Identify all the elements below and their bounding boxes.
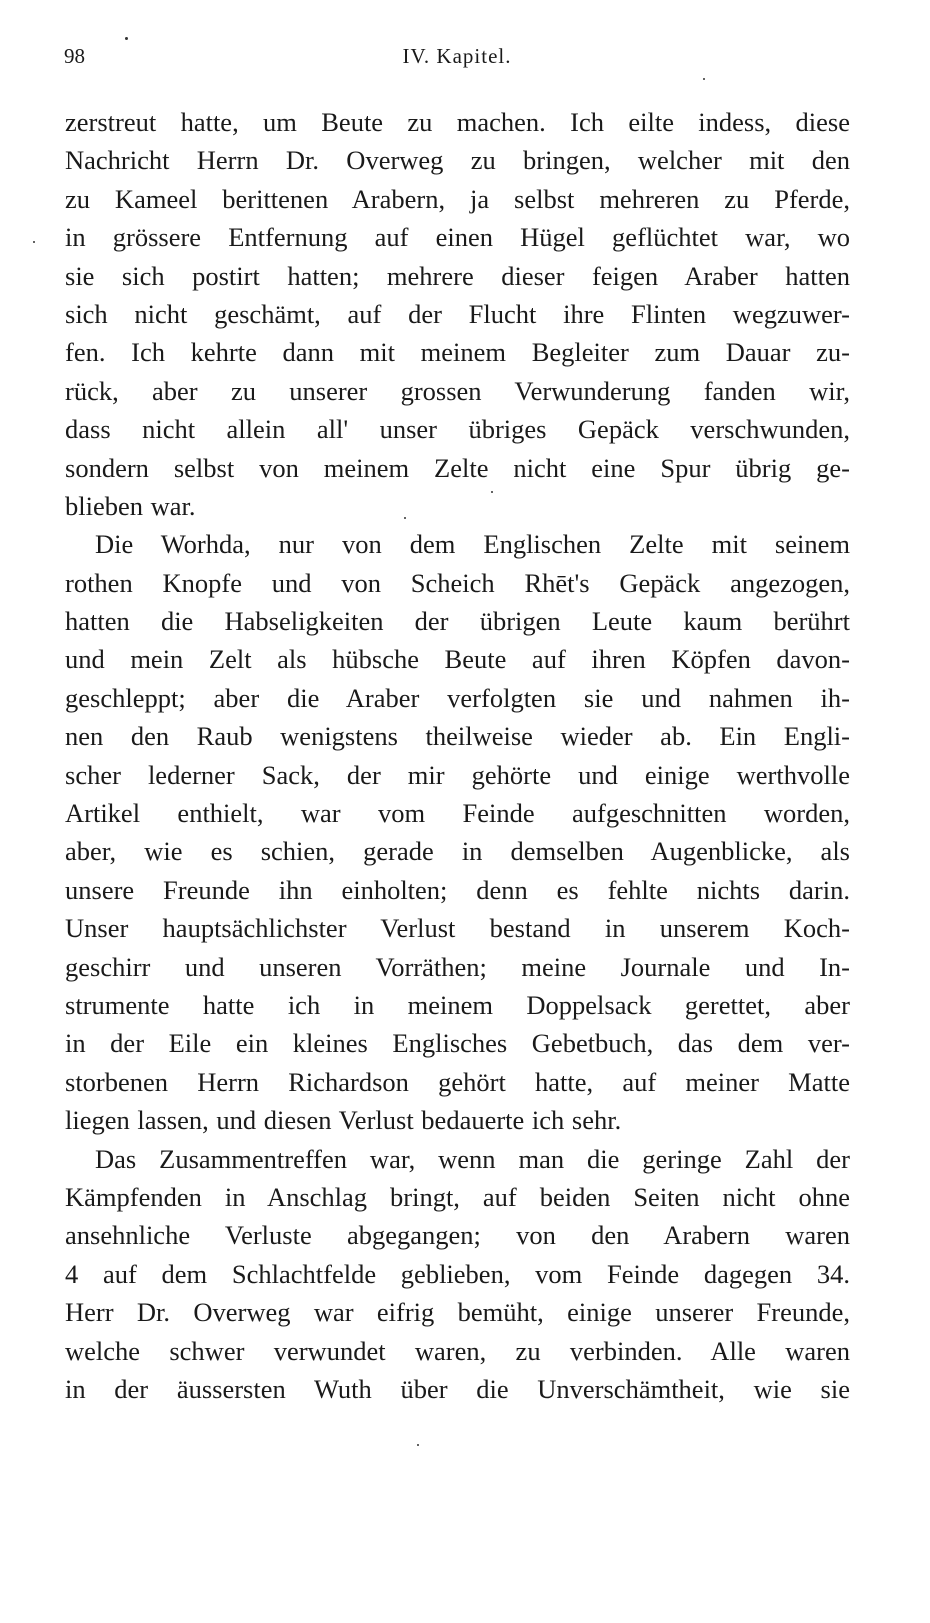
text-line: Herr Dr. Overweg war eifrig bemüht, einige unserer Freunde, bbox=[65, 1297, 850, 1328]
text-line: Kämpfenden in Anschlag bringt, auf beiden Seiten nicht ohne bbox=[65, 1181, 850, 1212]
text-line: sich nicht geschämt, auf der Flucht ihre Flinten wegzuwer- bbox=[65, 298, 850, 329]
text-line: welche schwer verwundet waren, zu verbinden. Alle waren bbox=[65, 1335, 850, 1366]
text-line: Artikel enthielt, war vom Feinde aufgeschnitten worden, bbox=[65, 798, 850, 829]
text-line: strumente hatte ich in meinem Doppelsack gerettet, aber bbox=[65, 989, 850, 1020]
text-line: geschirr und unseren Vorräthen; meine Journale und In- bbox=[65, 951, 850, 982]
text-line: fen. Ich kehrte dann mit meinem Begleiter zum Dauar zu- bbox=[65, 337, 850, 368]
text-line: Unser hauptsächlichster Verlust bestand in unserem Koch- bbox=[65, 913, 850, 944]
text-line: Die Worhda, nur von dem Englischen Zelte mit seinem bbox=[95, 529, 850, 560]
text-line: in grössere Entfernung auf einen Hügel geflüchtet war, wo bbox=[65, 222, 850, 253]
text-line: nen den Raub wenigstens theilweise wieder ab. Ein Engli- bbox=[65, 721, 850, 752]
text-line: 4 auf dem Schlachtfelde geblieben, vom Feinde dagegen 34. bbox=[65, 1258, 850, 1289]
text-line: ansehnliche Verluste abgegangen; von den Arabern waren bbox=[65, 1220, 850, 1251]
running-title: IV. Kapitel. bbox=[402, 44, 512, 68]
print-speck bbox=[491, 491, 493, 493]
page-number: 98 bbox=[64, 44, 85, 68]
text-line: blieben war. bbox=[65, 490, 196, 521]
text-line: liegen lassen, und diesen Verlust bedauerte ich sehr. bbox=[65, 1105, 622, 1136]
text-line: sondern selbst von meinem Zelte nicht eine Spur übrig ge- bbox=[65, 452, 850, 483]
text-line: in der Eile ein kleines Englisches Gebetbuch, das dem ver- bbox=[65, 1028, 850, 1059]
text-line: rück, aber zu unserer grossen Verwunderung fanden wir, bbox=[65, 375, 850, 406]
text-line: rothen Knopfe und von Scheich Rhēt's Gepäck angezogen, bbox=[65, 567, 850, 598]
text-line: in der äussersten Wuth über die Unverschämtheit, wie sie bbox=[65, 1373, 850, 1404]
text-line: zu Kameel berittenen Arabern, ja selbst mehreren zu Pferde, bbox=[65, 183, 850, 214]
print-speck bbox=[417, 1444, 419, 1446]
print-speck bbox=[125, 37, 128, 40]
text-line: aber, wie es schien, gerade in demselben Augenblicke, als bbox=[65, 836, 850, 867]
text-line: geschleppt; aber die Araber verfolgten sie und nahmen ih- bbox=[65, 682, 850, 713]
text-line: unsere Freunde ihn einholten; denn es fehlte nichts darin. bbox=[65, 874, 850, 905]
text-line: Nachricht Herrn Dr. Overweg zu bringen, welcher mit den bbox=[65, 145, 850, 176]
text-line: und mein Zelt als hübsche Beute auf ihren Köpfen davon- bbox=[65, 644, 850, 675]
print-speck bbox=[404, 517, 406, 519]
text-line: sie sich postirt hatten; mehrere dieser feigen Araber hatten bbox=[65, 260, 850, 291]
page-header bbox=[64, 44, 850, 74]
print-speck bbox=[33, 241, 35, 243]
print-speck bbox=[703, 78, 705, 80]
text-line: storbenen Herrn Richardson gehört hatte, auf meiner Matte bbox=[65, 1066, 850, 1097]
text-line: scher lederner Sack, der mir gehörte und einige werthvolle bbox=[65, 759, 850, 790]
body-text bbox=[65, 103, 850, 1408]
text-line: hatten die Habseligkeiten der übrigen Leute kaum berührt bbox=[65, 606, 850, 637]
text-line: Das Zusammentreffen war, wenn man die geringe Zahl der bbox=[95, 1143, 850, 1174]
text-line: zerstreut hatte, um Beute zu machen. Ich eilte indess, diese bbox=[65, 107, 850, 137]
text-line: dass nicht allein all' unser übriges Gepäck verschwunden, bbox=[65, 414, 850, 445]
